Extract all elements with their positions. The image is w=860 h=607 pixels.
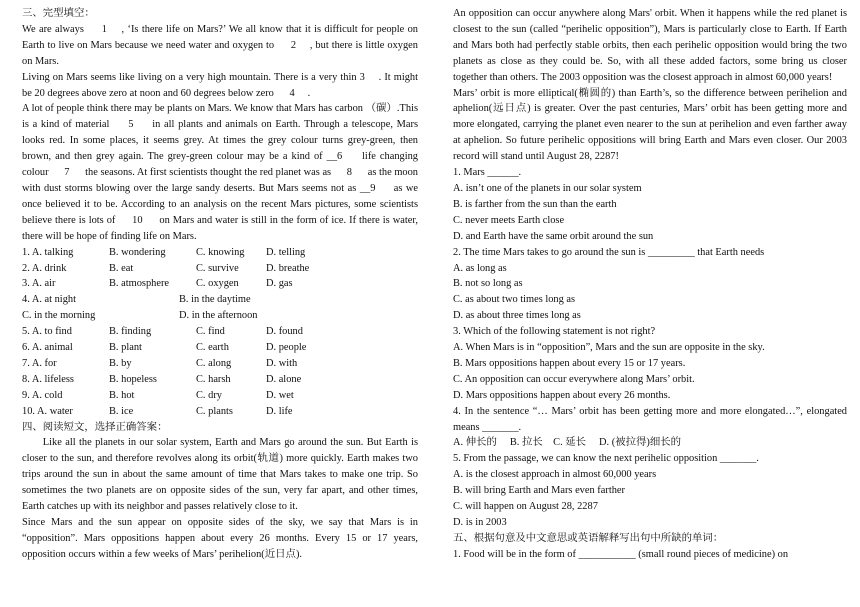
question-1-option-b: B. is farther from the sun than the earth: [453, 198, 617, 210]
question-2: 2. The time Mars takes to go around the sun is _________ that Earth needs: [453, 246, 765, 258]
question-2-option-c: C. as about two times long as: [453, 294, 576, 306]
option-a: 1. A. talking: [22, 246, 74, 258]
section-5-question-1: 1. Food will be in the form of ___________ (small round pieces of medicine) on: [453, 548, 789, 560]
option-c: C. find: [196, 326, 225, 338]
question-2-option-b: B. not so long as: [453, 278, 523, 290]
option-c: C. harsh: [196, 373, 231, 385]
cloze-option-row: [22, 388, 418, 404]
right-column: [453, 6, 847, 563]
section-3-title: 三、完型填空：: [22, 8, 95, 19]
question-5-option-c: C. will happen on August 28, 2287: [453, 501, 598, 513]
option-a: 10. A. water: [22, 405, 73, 417]
option-b: B. plant: [109, 342, 142, 354]
option-c: C. in the morning: [22, 310, 96, 322]
question-1-option-d: D. and Earth have the same orbit around the sun: [453, 230, 654, 242]
option-c: C. survive: [196, 262, 239, 274]
question-3-option-d: D. Mars oppositions happen about every 26 months.: [453, 389, 671, 401]
section-5-title: 五、根据句意及中文意思或英语解释写出句中所缺的单词：: [453, 532, 724, 544]
option-b: B. wondering: [109, 246, 166, 258]
cloze-option-row: [22, 308, 418, 324]
question-3-option-b: B. Mars oppositions happen about every 15 or 17 years.: [453, 357, 686, 369]
cloze-option-row: [22, 372, 418, 388]
option-b: B. in the daytime: [179, 294, 251, 306]
left-column: [22, 6, 418, 563]
question-4-options: A. 伸长的 B. 拉长 C. 延长 D. (被拉得)细长的: [453, 437, 682, 449]
option-b: B. finding: [109, 326, 152, 338]
question-5-option-b: B. will bring Earth and Mars even farther: [453, 485, 625, 497]
question-5-option-a: A. is the closest approach in almost 60,000 years: [453, 469, 657, 481]
option-d: D. with: [266, 357, 298, 369]
question-2-option-a: A. as long as: [453, 262, 507, 274]
option-d: D. found: [266, 326, 303, 338]
option-d: D. gas: [266, 278, 293, 290]
option-c: C. dry: [196, 389, 222, 401]
cloze-option-row: [22, 292, 418, 308]
option-d: D. people: [266, 342, 307, 354]
option-b: B. ice: [109, 405, 134, 417]
option-c: C. along: [196, 357, 232, 369]
cloze-paragraph-2: Living on Mars seems like living on a very high mountain. There is a very thin 3 . It might be 20 degrees above zero at noon and 60 degrees below zero 4 .: [22, 71, 418, 99]
section-4-title: 四、阅读短文，选择正确答案：: [22, 421, 168, 433]
question-5: 5. From the passage, we can know the next perihelic opposition _______.: [453, 453, 759, 465]
cloze-options-1-3: [22, 245, 418, 293]
option-a: 6. A. animal: [22, 342, 73, 354]
question-1-option-a: A. isn’t one of the planets in our solar system: [453, 182, 642, 194]
option-c: C. oxygen: [196, 278, 239, 290]
cloze-paragraph-1: We are always 1 , ‘Is there life on Mars?’ We all know that it is difficult for people on Earth to live on Mars because we need water and oxygen to 2 , but there is little oxygen on Mars.: [22, 23, 418, 67]
option-c: C. earth: [196, 342, 229, 354]
reading-paragraph-4: Mars’ orbit is more elliptical(椭圆的) than Earth’s, so the difference between perihelion and aphelion(远日点) is greater. Over the past centuries, Mars’ orbit has been getting more and more elongated, carrying the planet even nearer to the sun at perihelion and even farther away at aphelion. So future perihelic oppositions will bring Earth and Mars even closer. Our 2003 record will stand until August 28, 2287!: [453, 87, 847, 163]
option-a: 8. A. lifeless: [22, 373, 74, 385]
question-3: 3. Which of the following statement is not right?: [453, 326, 656, 338]
option-b: B. hopeless: [109, 373, 157, 385]
cloze-options-5-10: [22, 324, 418, 419]
question-4: 4. In the sentence “… Mars’ orbit has been getting more and more elongated…”, elongated means _______.: [453, 405, 847, 433]
question-5-option-d: D. is in 2003: [453, 517, 507, 528]
question-1: 1. Mars ______.: [453, 167, 522, 179]
option-a: 3. A. air: [22, 278, 56, 290]
option-c: C. knowing: [196, 246, 245, 258]
option-b: B. eat: [109, 262, 134, 274]
cloze-option-row: [22, 324, 418, 340]
cloze-option-row: [22, 404, 418, 420]
option-a: 7. A. for: [22, 357, 57, 369]
option-b: B. by: [109, 357, 132, 369]
question-1-option-c: C. never meets Earth close: [453, 214, 565, 226]
reading-paragraph-2: Since Mars and the sun appear on opposite sides of the sky, we say that Mars is in “opposition”. Mars oppositions happen about every 26 months. Every 15 or 17 years, opposition occurs within a few weeks of Mars’ perihelion(近日点).: [22, 517, 418, 560]
cloze-option-row: [22, 245, 418, 261]
option-a: 2. A. drink: [22, 262, 67, 274]
option-d: D. telling: [266, 246, 306, 258]
option-b: B. hot: [109, 389, 135, 401]
cloze-option-row: [22, 340, 418, 356]
option-d: D. in the afternoon: [179, 310, 258, 322]
option-d: D. life: [266, 405, 293, 417]
option-a: 4. A. at night: [22, 294, 76, 306]
question-3-option-a: A. When Mars is in “opposition”, Mars and the sun are opposite in the sky.: [453, 342, 765, 354]
cloze-options-4: [22, 292, 418, 324]
cloze-option-row: [22, 356, 418, 372]
reading-paragraph-1: Like all the planets in our solar system, Earth and Mars go around the sun. But Earth is closer to the sun, and therefore revolves along its orbit(轨道) more quickly. Earth makes two trips around the sun in about the same amount of time that Mars takes to make one trip. So sometimes the two planets are on opposite sides of the sun, very far apart, and other times, Earth catches up with its neighbor and passes relatively close to it.: [22, 437, 418, 513]
question-2-option-d: D. as about three times long as: [453, 310, 581, 322]
option-d: D. breathe: [266, 262, 310, 274]
option-c: C. plants: [196, 405, 233, 417]
option-d: D. wet: [266, 389, 294, 401]
cloze-option-row: [22, 261, 418, 277]
question-3-option-c: C. An opposition can occur everywhere along Mars’ orbit.: [453, 373, 695, 385]
option-d: D. alone: [266, 373, 302, 385]
option-b: B. atmosphere: [109, 278, 170, 290]
option-a: 5. A. to find: [22, 326, 72, 338]
option-a: 9. A. cold: [22, 389, 63, 401]
cloze-option-row: [22, 276, 418, 292]
reading-paragraph-3: An opposition can occur anywhere along Mars' orbit. When it happens while the red planet is closest to the sun (called “perihelic opposition”), Mars is particularly close to Earth. If Earth and Mars both had perfectly stable orbits, then each perihelic opposition would bring the two planets as close as they could be. So, with all these added factors, some bring us closer together than others. The 2003 opposition was the closest approach in almost 60,000 years!: [453, 8, 847, 83]
cloze-paragraph-3: A lot of people think there may be plants on Mars. We know that Mars has carbon （碳）.This is a kind of material 5 in all plants and animals on Earth. Through a telescope, Mars looks red. In some places, it seems grey. At times the grey colour turns grey-green, then brown, and then grey again. The grey-green colour may be a kind of __6 life changing colour 7 the seasons. At first scientists thought the red planet was as 8 as the moon with dust storms blowing over the large sandy deserts. But Mars seems not as __9 as we once believed it to be. According to an analysis on the recent Mars pictures, some scientists believe there is lots of 10 on Mars and water is still in the form of ice. If there is water, there will be hope of finding life on Mars.: [22, 103, 418, 242]
